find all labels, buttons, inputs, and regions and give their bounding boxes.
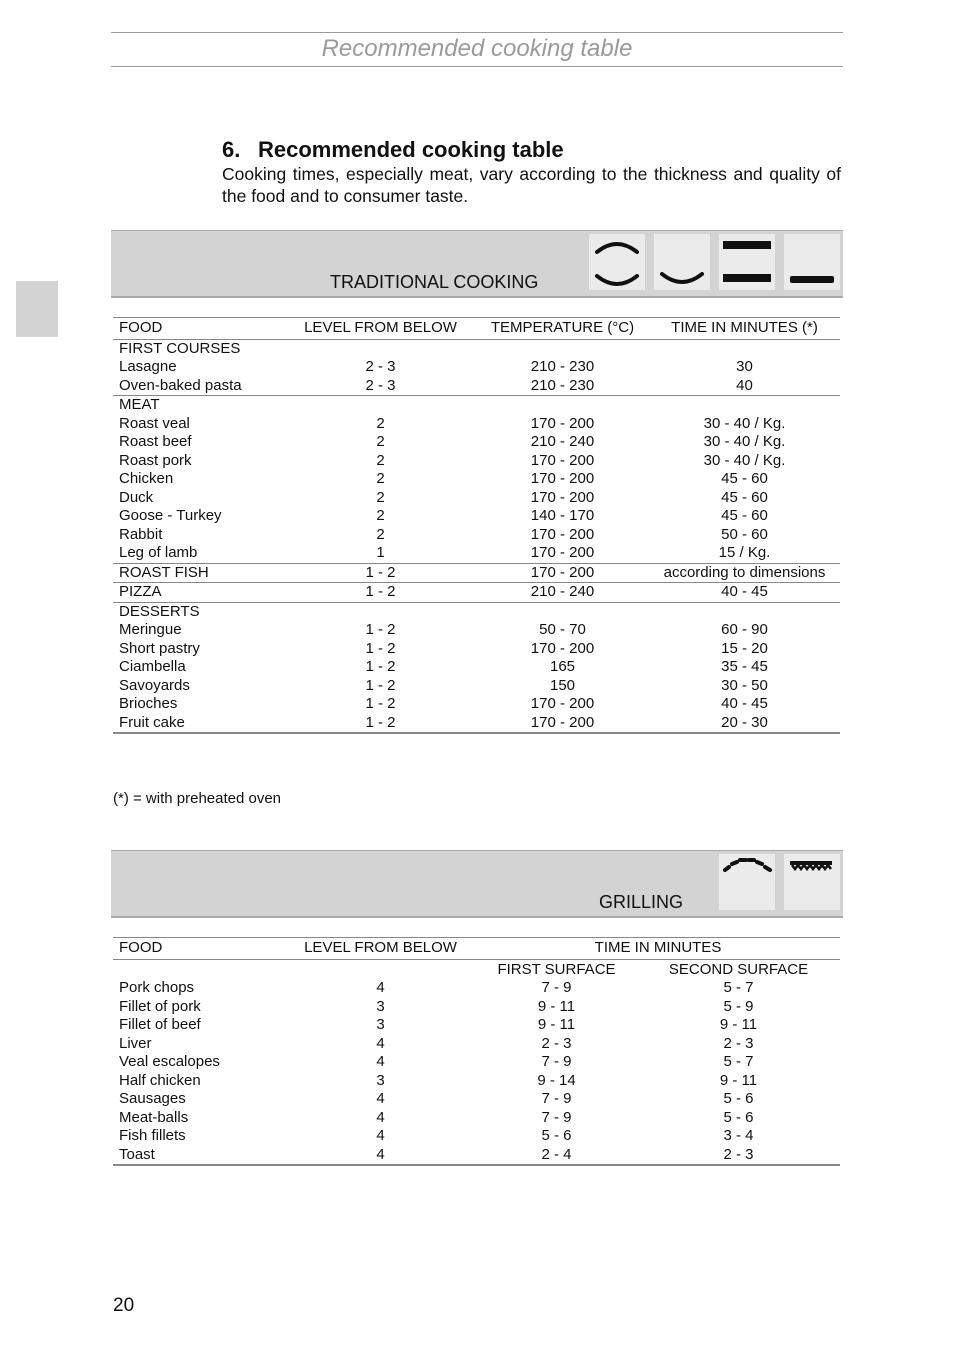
level-cell: 3 <box>376 1071 385 1089</box>
temperature-cell: 170 - 200 <box>476 563 649 583</box>
food-cell: Leg of lamb <box>119 544 198 561</box>
level-cell: 1 - 2 <box>285 583 476 603</box>
food-cell: Goose - Turkey <box>119 507 222 524</box>
table-row <box>113 1090 840 1109</box>
second-surface-cell: 2 - 3 <box>637 1146 840 1166</box>
time-cell: 15 - 20 <box>721 639 768 657</box>
level-cell: 4 <box>376 1127 385 1144</box>
upper-lower-element-icon <box>719 234 775 290</box>
group-row <box>113 602 840 621</box>
footnote: (*) = with preheated oven <box>113 790 282 807</box>
time-cell: 30 <box>736 358 753 375</box>
table-row <box>113 621 840 640</box>
level-cell: 2 <box>376 488 385 506</box>
temperature-cell: 150 <box>549 676 576 694</box>
food-cell: Roast pork <box>119 451 192 469</box>
column-header-time: TIME IN MINUTES (*) <box>649 318 840 340</box>
table-row <box>113 507 840 526</box>
level-cell <box>285 602 476 621</box>
level-cell: 1 <box>376 544 385 561</box>
section-heading <box>222 136 564 164</box>
intro-paragraph: Cooking times, especially meat, vary according to the thickness and quality of the food and to consumer taste. <box>222 164 841 206</box>
table-row <box>113 358 840 377</box>
table-row <box>113 544 840 563</box>
first-surface-cell: 9 - 11 <box>537 1016 576 1033</box>
temperature-cell: 210 - 240 <box>476 583 649 603</box>
time-cell: 30 - 40 / Kg. <box>703 433 786 450</box>
temperature-cell: 170 - 200 <box>530 414 595 432</box>
group-row <box>113 339 840 358</box>
level-cell: 1 - 2 <box>365 658 396 675</box>
table-row <box>113 452 840 471</box>
temperature-cell <box>476 339 649 358</box>
level-cell: 2 <box>376 451 385 469</box>
group-name: FIRST COURSES <box>113 339 285 358</box>
first-surface-cell: 2 - 3 <box>541 1034 572 1052</box>
second-surface-cell: 5 - 6 <box>723 1108 754 1126</box>
table-row <box>113 1146 840 1166</box>
chapter-tab <box>16 281 58 337</box>
food-cell: Fillet of beef <box>119 1016 201 1033</box>
first-surface-cell: 9 - 11 <box>537 997 576 1015</box>
level-cell: 4 <box>376 1034 385 1052</box>
temperature-cell: 170 - 200 <box>530 525 595 543</box>
food-cell: Meringue <box>119 621 182 638</box>
first-surface-cell: 7 - 9 <box>541 1108 572 1126</box>
temperature-cell: 50 - 70 <box>539 621 586 638</box>
level-cell: 4 <box>376 1090 385 1107</box>
table-row <box>113 714 840 734</box>
temperature-cell: 170 - 200 <box>530 544 595 561</box>
time-cell <box>649 396 840 415</box>
temperature-cell: 140 - 170 <box>530 507 595 524</box>
food-cell: Short pastry <box>119 639 200 657</box>
second-surface-cell: 5 - 9 <box>723 997 754 1015</box>
section-title: Recommended cooking table <box>258 137 564 162</box>
level-cell: 1 - 2 <box>365 639 396 657</box>
level-cell: 4 <box>376 979 385 996</box>
level-cell: 2 <box>376 414 385 432</box>
time-cell: 30 - 50 <box>721 676 768 694</box>
traditional-table-body <box>113 339 840 733</box>
temperature-cell: 165 <box>549 658 576 675</box>
food-cell: Meat-balls <box>119 1108 189 1126</box>
temperature-cell: 170 - 200 <box>530 639 595 657</box>
table-header-row <box>113 938 840 960</box>
level-cell: 1 - 2 <box>365 676 396 694</box>
table-row <box>113 1109 840 1128</box>
temperature-cell: 210 - 240 <box>530 433 595 450</box>
time-cell: 15 / Kg. <box>718 544 771 561</box>
group-name: MEAT <box>113 396 285 415</box>
table-row <box>113 1035 840 1054</box>
table-row <box>113 526 840 545</box>
food-cell: Sausages <box>119 1090 186 1107</box>
time-cell: 50 - 60 <box>721 525 768 543</box>
first-surface-cell: 5 - 6 <box>541 1127 572 1144</box>
food-cell: Pork chops <box>119 979 195 996</box>
level-cell: 3 <box>376 997 385 1015</box>
time-cell: 45 - 60 <box>721 488 768 506</box>
column-header-food: FOOD <box>113 318 285 340</box>
time-cell: 20 - 30 <box>649 714 840 734</box>
table-subheader-row <box>113 959 840 979</box>
lower-element-icon <box>784 234 840 290</box>
column-header-food: FOOD <box>113 938 285 960</box>
food-cell: Oven-baked pasta <box>119 376 242 394</box>
food-cell: Veal escalopes <box>119 1053 220 1070</box>
running-header: Recommended cooking table <box>321 35 633 62</box>
temperature-cell: 170 - 200 <box>530 470 595 487</box>
traditional-cooking-title: TRADITIONAL COOKING <box>330 272 539 292</box>
second-surface-cell: 5 - 7 <box>723 1053 754 1070</box>
temperature-cell: 210 - 230 <box>530 358 595 375</box>
grilling-band <box>111 850 843 918</box>
grilling-table <box>113 937 840 1166</box>
food-cell: Liver <box>119 1034 152 1052</box>
food-cell: Savoyards <box>119 676 190 694</box>
time-cell: 35 - 45 <box>721 658 768 675</box>
column-header-level: LEVEL FROM BELOW <box>285 938 476 960</box>
table-row <box>113 377 840 396</box>
group-name: DESSERTS <box>113 602 285 621</box>
grill-icon <box>719 854 775 910</box>
food-cell: Toast <box>113 1146 285 1166</box>
time-cell: 60 - 90 <box>721 621 768 638</box>
first-surface-cell: 9 - 14 <box>537 1071 576 1089</box>
time-cell: 40 - 45 <box>649 583 840 603</box>
header-rule-bottom <box>111 66 843 67</box>
time-cell: according to dimensions <box>649 563 840 583</box>
temperature-cell <box>476 396 649 415</box>
food-cell: Ciambella <box>119 658 186 675</box>
table-row <box>113 489 840 508</box>
temperature-cell: 170 - 200 <box>530 695 595 712</box>
time-cell <box>649 339 840 358</box>
column-header-temperature: TEMPERATURE (°C) <box>476 318 649 340</box>
bottom-heating-icon <box>654 234 710 290</box>
table-row <box>113 640 840 659</box>
column-header-level: LEVEL FROM BELOW <box>285 318 476 340</box>
grilling-title: GRILLING <box>599 892 684 912</box>
level-cell: 1 - 2 <box>285 563 476 583</box>
time-cell: 45 - 60 <box>721 507 768 524</box>
table-row <box>113 415 840 434</box>
food-cell: Brioches <box>119 695 178 712</box>
level-cell: 3 <box>376 1016 385 1033</box>
table-row <box>113 998 840 1017</box>
level-cell: 1 - 2 <box>285 714 476 734</box>
level-cell: 4 <box>376 1053 385 1070</box>
first-surface-cell: 2 - 4 <box>476 1146 637 1166</box>
level-cell: 1 - 2 <box>365 621 396 638</box>
group-row <box>113 583 840 603</box>
level-cell: 2 <box>376 470 385 487</box>
group-row <box>113 563 840 583</box>
table-row <box>113 979 840 998</box>
level-cell: 2 <box>376 433 385 450</box>
food-cell: Lasagne <box>119 358 177 375</box>
column-header-second-surface: SECOND SURFACE <box>668 960 809 978</box>
food-cell: Fruit cake <box>113 714 285 734</box>
second-surface-cell: 5 - 6 <box>723 1090 754 1107</box>
time-cell: 45 - 60 <box>721 470 768 487</box>
food-cell: Half chicken <box>119 1071 201 1089</box>
table-row <box>113 1072 840 1091</box>
table-row <box>113 1016 840 1035</box>
table-row <box>113 433 840 452</box>
table-row <box>113 695 840 714</box>
table-row <box>113 1053 840 1072</box>
first-surface-cell: 7 - 9 <box>541 1090 572 1107</box>
level-cell <box>285 396 476 415</box>
time-cell: 30 - 40 / Kg. <box>703 414 786 432</box>
second-surface-cell: 3 - 4 <box>723 1127 754 1144</box>
level-cell: 2 - 3 <box>365 376 396 394</box>
temperature-cell: 170 - 200 <box>530 488 595 506</box>
food-cell: Roast beef <box>119 433 192 450</box>
temperature-cell: 210 - 230 <box>530 376 595 394</box>
first-surface-cell: 7 - 9 <box>541 979 572 996</box>
column-header-time: TIME IN MINUTES <box>476 938 840 960</box>
food-cell: Fillet of pork <box>119 997 201 1015</box>
table-row <box>113 470 840 489</box>
traditional-cooking-band <box>111 230 843 298</box>
group-name: ROAST FISH <box>113 563 285 583</box>
table-row <box>113 1127 840 1146</box>
section-number: 6. <box>222 137 241 162</box>
food-cell: Rabbit <box>119 525 163 543</box>
top-bottom-heating-icon <box>589 234 645 290</box>
level-cell: 4 <box>376 1108 385 1126</box>
first-surface-cell: 7 - 9 <box>541 1053 572 1070</box>
level-cell <box>285 339 476 358</box>
level-cell: 2 - 3 <box>365 358 396 375</box>
second-surface-cell: 9 - 11 <box>719 1071 758 1089</box>
page-number: 20 <box>113 1295 135 1316</box>
level-cell: 4 <box>285 1146 476 1166</box>
level-cell: 2 <box>376 507 385 524</box>
time-cell: 30 - 40 / Kg. <box>703 451 786 469</box>
second-surface-cell: 2 - 3 <box>723 1034 754 1052</box>
time-cell <box>649 602 840 621</box>
level-cell: 2 <box>376 525 385 543</box>
food-cell: Duck <box>119 488 154 506</box>
group-row <box>113 396 840 415</box>
second-surface-cell: 9 - 11 <box>719 1016 758 1033</box>
food-cell: Fish fillets <box>119 1127 186 1144</box>
table-header-row <box>113 318 840 340</box>
temperature-cell: 170 - 200 <box>530 451 595 469</box>
second-surface-cell: 5 - 7 <box>723 979 754 996</box>
level-cell: 1 - 2 <box>365 695 396 712</box>
table-row <box>113 677 840 696</box>
table-row <box>113 658 840 677</box>
time-cell: 40 - 45 <box>721 695 768 712</box>
column-header-first-surface: FIRST SURFACE <box>497 960 616 978</box>
traditional-cooking-table <box>113 317 840 734</box>
group-name: PIZZA <box>113 583 285 603</box>
temperature-cell: 170 - 200 <box>476 714 649 734</box>
food-cell: Chicken <box>119 470 174 487</box>
grill-element-icon <box>784 854 840 910</box>
food-cell: Roast veal <box>119 414 190 432</box>
time-cell: 40 <box>736 376 753 394</box>
temperature-cell <box>476 602 649 621</box>
grilling-table-body <box>113 959 840 1165</box>
